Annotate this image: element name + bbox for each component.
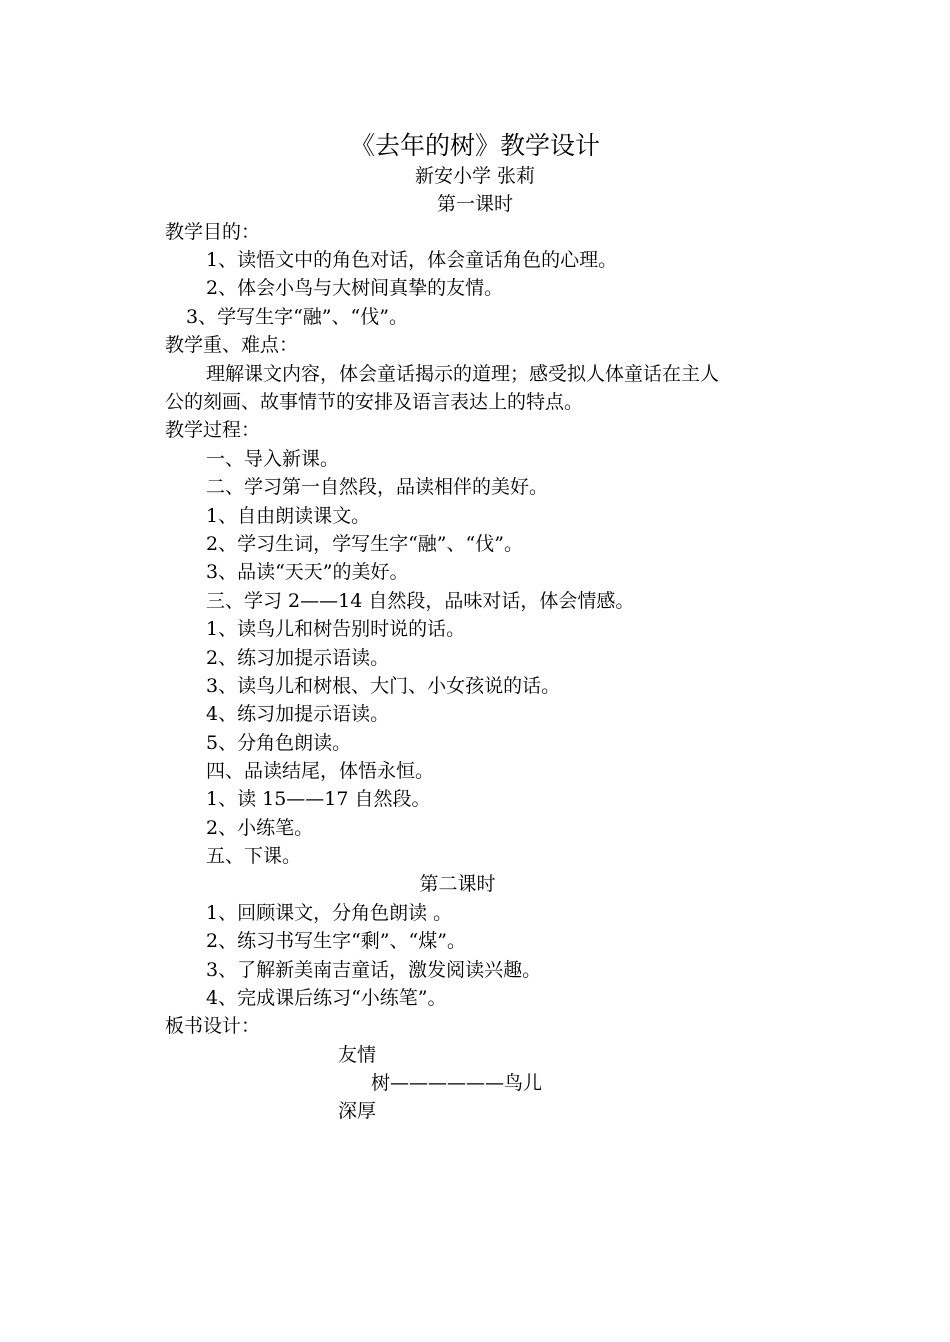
document-title: 《去年的树》教学设计 bbox=[349, 131, 600, 160]
lesson-two-line: 4、完成课后练习“小练笔”。 bbox=[206, 987, 447, 1009]
process-line: 3、品读“天天”的美好。 bbox=[206, 561, 409, 583]
process-line: 2、小练笔。 bbox=[206, 817, 314, 839]
objective-item: 3、学写生字“融”、“伐”。 bbox=[186, 306, 408, 328]
lesson-two-line: 3、了解新美南吉童话，激发阅读兴趣。 bbox=[206, 959, 542, 981]
board-top: 友情 bbox=[338, 1044, 377, 1066]
process-line: 5、分角色朗读。 bbox=[206, 732, 352, 754]
board-heading: 板书设计： bbox=[165, 1015, 261, 1037]
objective-item: 1、读悟文中的角色对话，体会童话角色的心理。 bbox=[206, 249, 618, 271]
board-bottom: 深厚 bbox=[338, 1100, 377, 1122]
process-line: 4、练习加提示语读。 bbox=[206, 703, 390, 725]
process-line: 三、学习 2——14 自然段，品味对话，体会情感。 bbox=[206, 590, 635, 612]
process-line: 1、读 15——17 自然段。 bbox=[206, 788, 431, 810]
process-heading: 教学过程： bbox=[165, 419, 261, 441]
process-line: 1、读鸟儿和树告别时说的话。 bbox=[206, 618, 466, 640]
author-line: 新安小学 张莉 bbox=[414, 165, 536, 187]
board-middle: 树——————鸟儿 bbox=[371, 1072, 543, 1094]
process-line: 二、学习第一自然段，品读相伴的美好。 bbox=[206, 476, 549, 498]
process-line: 1、自由朗读课文。 bbox=[206, 505, 371, 527]
lesson-one-heading: 第一课时 bbox=[436, 193, 513, 215]
lesson-two-line: 1、回顾课文，分角色朗读 。 bbox=[206, 902, 453, 924]
key-points-heading: 教学重、难点： bbox=[165, 334, 299, 356]
process-line: 四、品读结尾，体悟永恒。 bbox=[206, 760, 435, 782]
lesson-two-line: 2、练习书写生字“剩”、“煤”。 bbox=[206, 930, 466, 952]
process-line: 一、导入新课。 bbox=[206, 448, 340, 470]
key-points-text: 公的刻画、故事情节的安排及语言表达上的特点。 bbox=[165, 391, 584, 413]
process-line: 2、练习加提示语读。 bbox=[206, 647, 390, 669]
process-line: 五、下课。 bbox=[206, 845, 302, 867]
lesson-two-heading: 第二课时 bbox=[419, 873, 496, 895]
objectives-heading: 教学目的： bbox=[165, 221, 261, 243]
process-line: 2、学习生词，学写生字“融”、“伐”。 bbox=[206, 533, 523, 555]
objective-item: 2、体会小鸟与大树间真挚的友情。 bbox=[206, 277, 504, 299]
key-points-text: 理解课文内容，体会童话揭示的道理；感受拟人体童话在主人 bbox=[206, 363, 720, 385]
process-line: 3、读鸟儿和树根、大门、小女孩说的话。 bbox=[206, 675, 561, 697]
